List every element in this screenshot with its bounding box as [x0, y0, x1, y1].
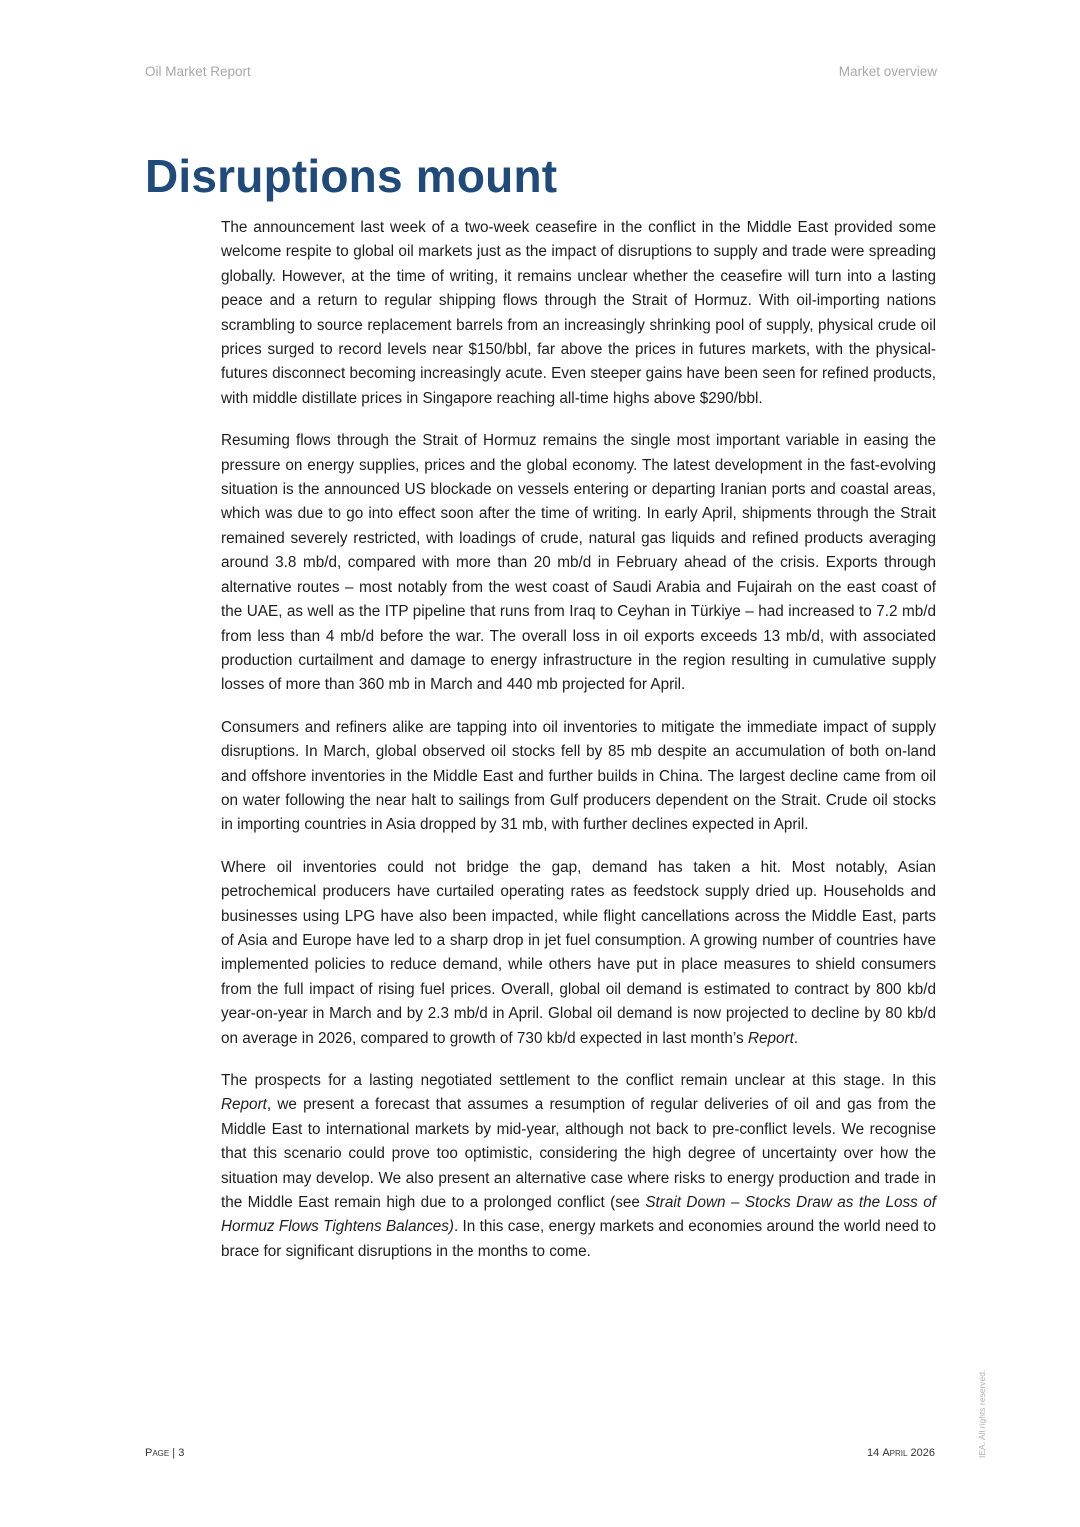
section-name: Market overview: [838, 64, 937, 79]
date-day: 14: [867, 1447, 883, 1459]
page-number: [145, 1447, 184, 1459]
page-label: Page: [145, 1447, 170, 1459]
paragraph-4-text: Where oil inventories could not bridge the gap, demand has taken a hit. Most notably, Asian petrochemical producers have curtailed operating rates as feedstock supply dried up. Households and businesses using LPG have also been impacted, while flight cancellations across the Middle East, parts of Asia and Europe have led to a sharp drop in jet fuel consumption. A growing number of countries have implemented policies to reduce demand, while others have put in place measures to shield consumers from the full impact of rising fuel prices. Overall, global oil demand is estimated to contract by 800 kb/d year-on-year in March and by 2.3 mb/d in April. Global oil demand is now projected to decline by 80 kb/d on average in 2026, compared to growth of 730 kb/d expected in last month’s: [221, 858, 936, 1047]
page-separator: |: [169, 1447, 179, 1459]
copyright-note: IEA. All rights reserved.: [977, 1369, 987, 1458]
article-body: [221, 216, 936, 1282]
paragraph-5-end: . In this case, energy markets and economies around the world need to brace for significant disruptions in the months to come.: [221, 1218, 936, 1260]
report-italic: Report: [747, 1029, 794, 1047]
report-date: [867, 1447, 935, 1459]
page-number-value: 3: [178, 1447, 185, 1459]
cross-reference-italic: Strait Down – Stocks Draw as the Loss of Hormuz Flows Tightens Balances): [221, 1194, 936, 1236]
paragraph-5-start: The prospects for a lasting negotiated settlement to the conflict remain unclear at this stage. In this: [221, 1072, 936, 1089]
paragraph-2: Resuming flows through the Strait of Hormuz remains the single most important variable in easing the pressure on energy supplies, prices and the global economy. The latest development in the fast-evolving situation is the announced US blockade on vessels entering or departing Iranian ports and coastal areas, which was due to go into effect soon after the time of writing. In early April, shipments through the Strait remained severely restricted, with loadings of crude, natural gas liquids and refined products averaging around 3.8 mb/d, compared with more than 20 mb/d in February ahead of the crisis. Exports through alternative routes – most notably from the west coast of Saudi Arabia and Fujairah on the east coast of the UAE, as well as the ITP pipeline that runs from Iraq to Ceyhan in Türkiye – had increased to 7.2 mb/d from less than 4 mb/d before the war. The overall loss in oil exports exceeds 13 mb/d, with associated production curtailment and damage to energy infrastructure in the region resulting in cumulative supply losses of more than 360 mb in March and 440 mb projected for April.: [221, 432, 936, 694]
paragraph-4-end: .: [793, 1029, 799, 1047]
paragraph-4: [221, 856, 936, 1051]
report-italic: Report: [221, 1096, 267, 1114]
paragraph-3: Consumers and refiners alike are tapping into oil inventories to mitigate the immediate impact of supply disruptions. In March, global observed oil stocks fell by 85 mb despite an accumulation of both on-land and offshore inventories in the Middle East and further builds in China. The largest decline came from oil on water following the near halt to sailings from Gulf producers dependent on the Strait. Crude oil stocks in importing countries in Asia dropped by 31 mb, with further declines expected in April.: [221, 718, 936, 834]
page-title: Disruptions mount: [145, 150, 558, 202]
paragraph-5: [221, 1069, 936, 1264]
report-name: Oil Market Report: [145, 64, 251, 79]
date-month: April: [882, 1447, 908, 1459]
paragraph-1: The announcement last week of a two-week ceasefire in the conflict in the Middle East provided some welcome respite to global oil markets just as the impact of disruptions to supply and trade were spreading globally. However, at the time of writing, it remains unclear whether the ceasefire will turn into a lasting peace and a return to regular shipping flows through the Strait of Hormuz. With oil-importing nations scrambling to source replacement barrels from an increasingly shrinking pool of supply, physical crude oil prices surged to record levels near $150/bbl, far above the prices in futures markets, with the physical-futures disconnect becoming increasingly acute. Even steeper gains have been seen for refined products, with middle distillate prices in Singapore reaching all-time highs above $290/bbl.: [221, 219, 936, 407]
paragraph-5-middle: , we present a forecast that assumes a resumption of regular deliveries of oil and gas from the Middle East to international markets by mid-year, although not back to pre-conflict levels. We recognise that this scenario could prove too optimistic, considering the high degree of uncertainty over how the situation may develop. We also present an alternative case where risks to energy production and trade in the Middle East remain high due to a prolonged conflict (see: [221, 1096, 936, 1212]
date-year: 2026: [907, 1447, 935, 1459]
running-header: [145, 64, 937, 84]
page-footer: [145, 1447, 935, 1465]
